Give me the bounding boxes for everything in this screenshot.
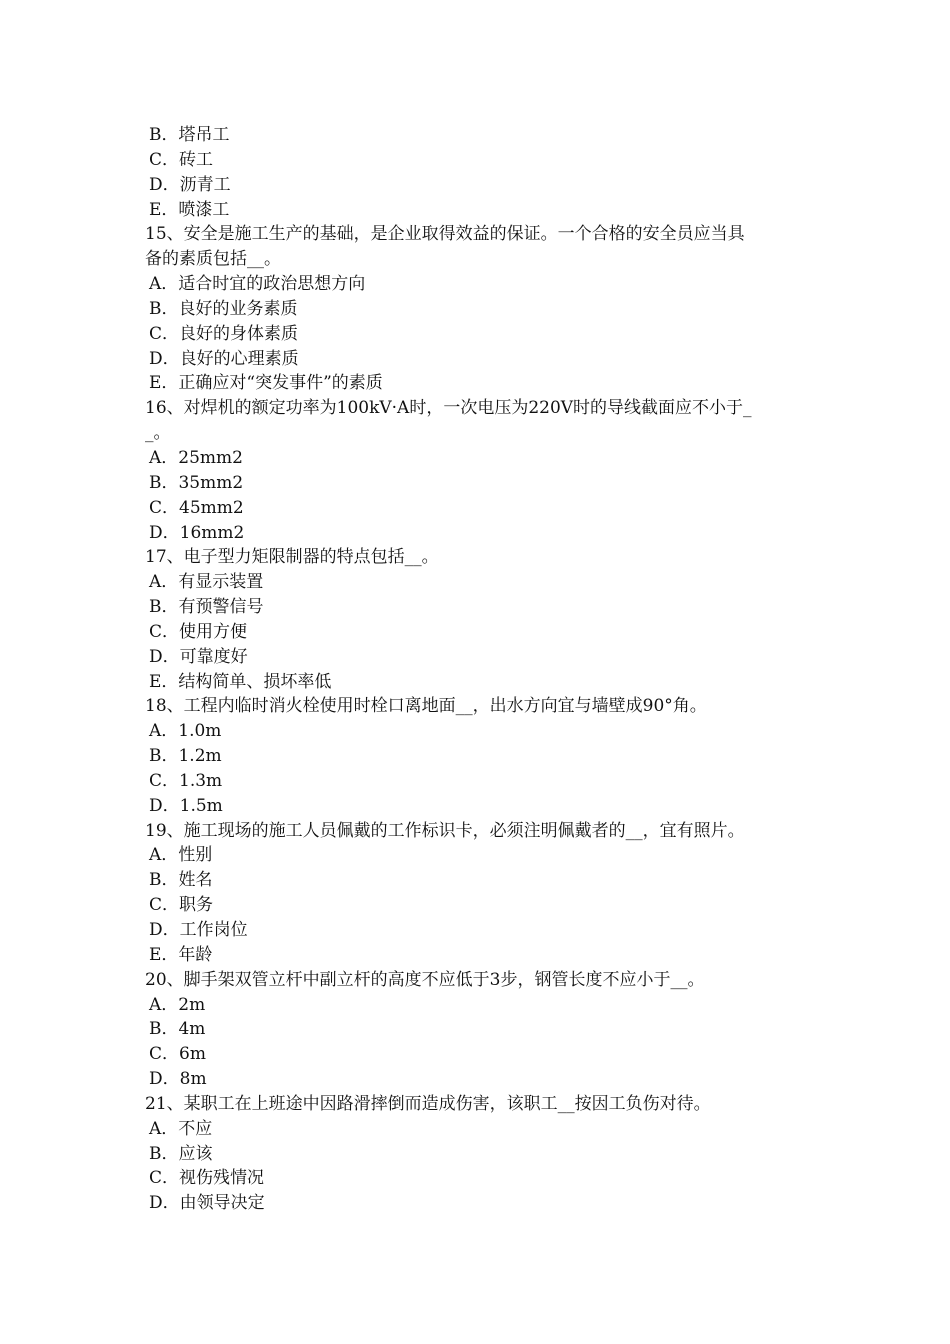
question-text: 16、对焊机的额定功率为100kV·A时，一次电压为220V时的导线截面应不小于_ — [145, 398, 752, 419]
answer-option: C．1.3m — [149, 770, 223, 791]
answer-option: E．正确应对“突发事件”的素质 — [149, 373, 383, 394]
answer-option: C．砖工 — [149, 149, 214, 170]
answer-option: D．沥青工 — [149, 174, 231, 195]
answer-option: E．喷漆工 — [149, 199, 230, 220]
answer-option: B．塔吊工 — [149, 125, 230, 145]
answer-option: C．使用方便 — [149, 621, 248, 642]
answer-option: D．16mm2 — [149, 522, 245, 543]
answer-option: A．有显示装置 — [149, 572, 264, 593]
answer-option: B．良好的业务素质 — [149, 298, 298, 319]
question-text: 15、安全是施工生产的基础，是企业取得效益的保证。一个合格的安全员应当具 — [145, 224, 745, 245]
answer-option: B．1.2m — [149, 746, 222, 767]
answer-option: A．适合时宜的政治思想方向 — [149, 274, 366, 295]
answer-option: A．性别 — [149, 845, 213, 866]
answer-option: C．职务 — [149, 895, 214, 916]
answer-option: A．2m — [149, 994, 206, 1015]
answer-option: D．良好的心理素质 — [149, 348, 299, 369]
answer-option: A．不应 — [149, 1118, 213, 1139]
answer-option: A．25mm2 — [149, 447, 243, 468]
answer-option: D．8m — [149, 1069, 207, 1090]
answer-option: B．35mm2 — [149, 472, 244, 493]
answer-option: A．1.0m — [149, 721, 222, 742]
answer-option: E．结构简单、损坏率低 — [149, 671, 332, 692]
question-text: _。 — [145, 423, 171, 444]
answer-option: B．应该 — [149, 1143, 213, 1164]
answer-option: D．由领导决定 — [149, 1193, 265, 1214]
document-page — [145, 123, 815, 1216]
answer-option: D．1.5m — [149, 795, 223, 816]
question-text: 19、施工现场的施工人员佩戴的工作标识卡，必须注明佩戴者的__，宜有照片。 — [145, 820, 745, 841]
answer-option: D．可靠度好 — [149, 646, 248, 667]
answer-option: E．年龄 — [149, 944, 213, 965]
answer-option: B．姓名 — [149, 870, 213, 891]
answer-option: D．工作岗位 — [149, 920, 248, 940]
answer-option: C．视伤残情况 — [149, 1168, 265, 1189]
answer-option: B．有预警信号 — [149, 597, 264, 618]
answer-option: C．良好的身体素质 — [149, 323, 299, 344]
answer-option: C．45mm2 — [149, 497, 244, 518]
question-text: 备的素质包括__。 — [145, 249, 281, 270]
question-text: 20、脚手架双管立杆中副立杆的高度不应低于3步，钢管长度不应小于__。 — [145, 969, 705, 990]
answer-option: C．6m — [149, 1044, 206, 1065]
question-text: 21、某职工在上班途中因路滑摔倒而造成伤害，该职工__按因工负伤对待。 — [145, 1093, 711, 1114]
answer-option: B．4m — [149, 1019, 206, 1040]
question-text: 17、电子型力矩限制器的特点包括__。 — [145, 547, 439, 568]
question-text: 18、工程内临时消火栓使用时栓口离地面__，出水方向宜与墙壁成90°角。 — [145, 696, 707, 717]
